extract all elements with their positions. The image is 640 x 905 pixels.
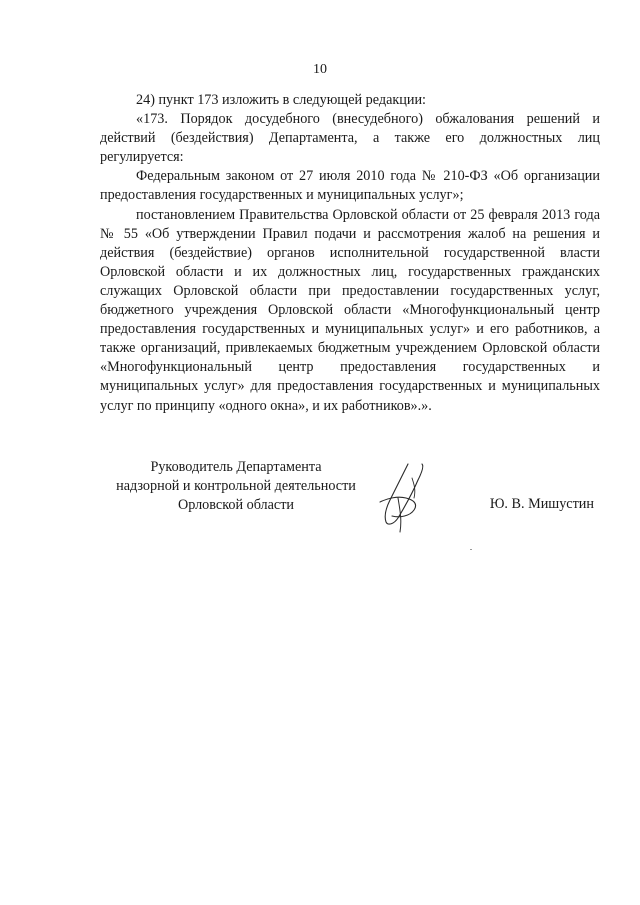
signatory-position-line-2: надзорной и контрольной деятельности bbox=[116, 478, 356, 494]
paragraph-resolution: постановлением Правительства Орловской области от 25 февраля 2013 года № 55 «Об утверждении Правил подачи и рассмотрения жалоб на решения и действия (бездействие) органов исполнительной государственной власти Орловской области и их должностных лиц, государственных гражданских служащих Орловской области при предоставлении государственных услуг, бюджетного учреждения Орловской области «Многофункциональный центр предоставления государственных и муниципальных услуг» и его работников, а также организаций, привлекаемых бюджетным учреждением Орловской области «Многофункциональный центр предоставления государственных и муниципальных услуг» для предоставления государственных и муниципальных услуг по принципу «одного окна», и их работников».». bbox=[100, 206, 600, 414]
signatory-position-line-3: Орловской области bbox=[177, 497, 295, 513]
document-body bbox=[100, 91, 600, 416]
scan-speck bbox=[470, 549, 472, 550]
paragraph-federal-law: Федеральным законом от 27 июля 2010 года № 210-ФЗ «Об организации предоставления государственных и муниципальных услуг»; bbox=[100, 168, 600, 204]
page-number: 10 bbox=[313, 62, 327, 77]
signatory-position bbox=[106, 458, 366, 515]
paragraph-item-24: 24) пункт 173 изложить в следующей редакции: bbox=[136, 92, 426, 108]
paragraph-clause-173: «173. Порядок досудебного (внесудебного) обжалования решений и действий (бездействия) Департамента, а также его должностных лиц регулируется: bbox=[100, 111, 600, 166]
signature-block bbox=[100, 458, 600, 538]
signatory-position-line-1: Руководитель Департамента bbox=[150, 459, 322, 475]
signatory-name: Ю. В. Мишустин bbox=[489, 496, 594, 512]
handwritten-signature bbox=[368, 458, 448, 538]
